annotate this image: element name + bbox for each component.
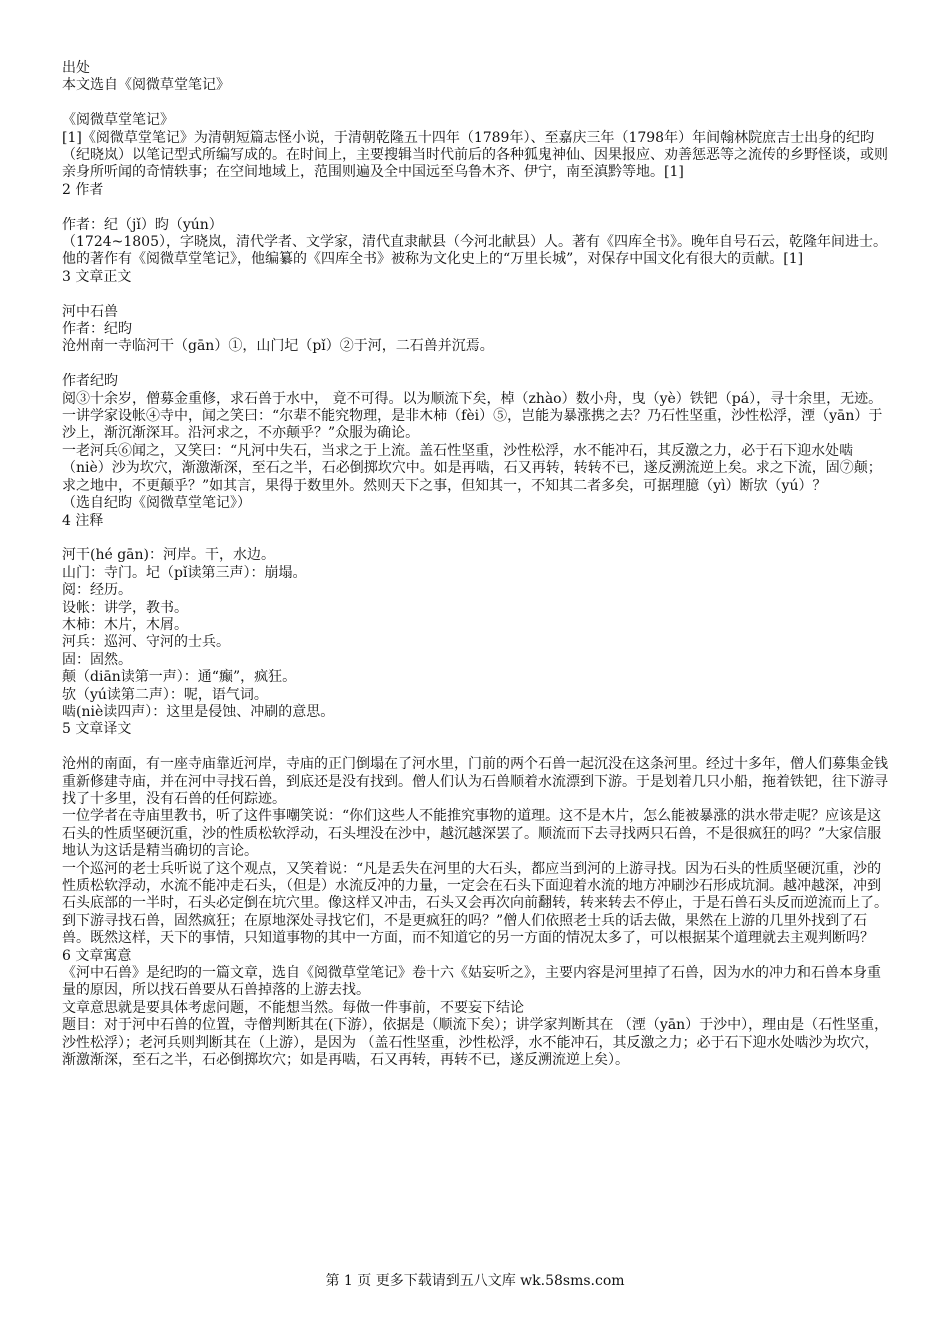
text-closing: （选自纪昀《阅微草堂笔记》） [62, 495, 251, 512]
source-line: 本文选自《阅微草堂笔记》 [62, 77, 230, 94]
translation-paragraph: 一位学者在寺庙里教书，听了这件事嘲笑说：“你们这些人不能推究事物的道理。这不是木片，怎么能被暴涨的洪水带走呢？应该是这石头的性质坚硬沉重，沙的性质松软浮动，石头埋没在沙中，越沉越深罢了。顺流而下去寻找两只石兽，不是很疯狂的吗？”大家信服地认为这话是精当确切的言论。 [62, 808, 882, 860]
note-item: 河干(hé gān)：河岸。干，水边。 [62, 547, 276, 564]
translation-heading: 5 文章译文 [62, 721, 132, 738]
spacer [62, 199, 890, 216]
notes-heading: 4 注释 [62, 512, 104, 529]
translation-paragraph: 一个巡河的老士兵听说了这个观点，又笑着说：“凡是丢失在河里的大石头，都应当到河的上游寻找。因为石头的性质坚硬沉重，沙的性质松软浮动，水流不能冲走石头，（但是）水流反冲的力量，一定会在石头下面迎着水流的地方冲刷沙石形成坑洞。越冲越深，冲到石头底部的一半时，石头必定倒在坑穴里。像这样又冲击，石头又会再次向前翻转，转来转去不停止，于是石兽石头反而逆流而上了。到下游寻找石兽，固然疯狂；在原地深处寻找它们，不是更疯狂的吗？”僧人们依照老士兵的话去做，果然在上游的几里外找到了石兽。既然这样，天下的事情，只知道事物的其中一方面，而不知道它的另一方面的情况太多了，可以根据某个道理就去主观判断吗？ [62, 860, 888, 947]
note-item: 木柿：木片，木屑。 [62, 616, 188, 633]
text-intro: 沧州南一寺临河干（gān）①，山门圮（pǐ）②于河，二石兽并沉焉。 [62, 338, 494, 355]
note-item: 设帐：讲学，教书。 [62, 599, 188, 616]
page-footer: 第 1 页 更多下载请到五八文库 wk.58sms.com [325, 1273, 625, 1289]
source-heading: 出处 [62, 60, 90, 76]
text-author: 作者：纪昀 [62, 321, 132, 338]
meaning-paragraph: 《河中石兽》是纪昀的一篇文章，选自《阅微草堂笔记》卷十六《姑妄听之》，主要内容是河里掉了石兽，因为水的冲力和石兽本身重量的原因，所以找石兽要从石兽掉落的上游去找。 [62, 965, 881, 999]
translation-paragraph: 沧州的南面，有一座寺庙靠近河岸，寺庙的正门倒塌在了河水里，门前的两个石兽一起沉没在这条河里。经过十多年，僧人们募集金钱重新修建寺庙，并在河中寻找石兽，到底还是没有找到。僧人们认为石兽顺着水流漂到下游。于是划着几只小船，拖着铁钯，往下游寻找了十多里，没有石兽的任何踪迹。 [62, 756, 888, 807]
author-heading: 2 作者 [62, 181, 104, 198]
note-item: 固：固然。 [62, 651, 132, 668]
note-item: 河兵：巡河、守河的士兵。 [62, 634, 230, 651]
note-item: 颠（diān读第一声）：通“癫”，疯狂。 [62, 669, 297, 686]
spacer [62, 95, 890, 112]
book-description: [1]《阅微草堂笔记》为清朝短篇志怪小说，于清朝乾隆五十四年（1789年）、至嘉庆三年（1798年）年间翰林院庶吉士出身的纪昀（纪晓岚）以笔记型式所编写成的。在时间上，主要搜辑当时代前后的各种狐鬼神仙、因果报应、劝善惩恶等之流传的乡野怪谈，或则亲身所听闻的奇情轶事；在空间地域上，范围则遍及全中国远至乌鲁木齐、伊宁，南至滇黔等地。[1] [62, 129, 888, 181]
author-bio: （1724~1805），字晓岚，清代学者、文学家，清代直隶献县（今河北献县）人。著有《四库全书》。晚年自号石云，乾隆年间进士。他的著作有《阅微草堂笔记》，他编纂的《四库全书》被称为文化史上的“万里长城”，对保存中国文化有很大的贡献。[1] [62, 234, 887, 268]
note-item: 山门：寺门。圮（pǐ读第三声）：崩塌。 [62, 564, 307, 581]
author-name-line: 作者：纪（jǐ）昀（yún） [62, 216, 223, 233]
text-title: 河中石兽 [62, 303, 118, 320]
spacer [62, 356, 890, 373]
spacer [62, 286, 890, 303]
note-item: 阅：经历。 [62, 582, 132, 599]
note-item: 欤（yú读第二声）：呢，语气词。 [62, 686, 268, 703]
spacer [62, 530, 890, 547]
text-paragraph: 阅③十余岁，僧募金重修，求石兽于水中， 竟不可得。以为顺流下矣，棹（zhào）数小舟，曳（yè）铁钯（pá），寻十余里，无迹。 [62, 390, 883, 407]
text-author-repeat: 作者纪昀 [62, 373, 118, 390]
meaning-heading: 6 文章寓意 [62, 947, 132, 964]
document-body [62, 60, 890, 1069]
text-paragraph: 一老河兵⑥闻之，又笑曰：“凡河中失石，当求之于上流。盖石性坚重，沙性松浮，水不能冲石，其反激之力，必于石下迎水处啮（niè）沙为坎穴，渐激渐深，至石之半，石必倒掷坎穴中。如是再啮，石又再转，转转不已，遂反溯流逆上矣。求之下流，固⑦颠；求之地中，不更颠乎？”如其言，果得于数里外。然则天下之事，但知其一，不知其二者多矣，可据理臆（yì）断欤（yú）？ [62, 442, 882, 494]
spacer [62, 739, 890, 756]
text-paragraph: 一讲学家设帐④寺中，闻之笑曰：“尔辈不能究物理，是非木柿（fèi）⑤，岂能为暴涨携之去？乃石性坚重，沙性松浮，湮（yān）于沙上，渐沉渐深耳。沿河求之，不亦颠乎？”众服为确论。 [62, 408, 883, 442]
meaning-question: 题目：对于河中石兽的位置，寺僧判断其在(下游），依据是（顺流下矣）；讲学家判断其在 （湮（yān）于沙中），理由是（石性坚重，沙性松浮）；老河兵则判断其在（上游），是因为 （盖石性坚重，沙性松浮，水不能冲石，其反激之力；必于石下迎水处啮沙为坎穴，渐激渐深，至石之半，石必倒掷坎穴；如是再啮，石又再转，再转不已，遂反溯流逆上矣）。 [62, 1017, 889, 1069]
meaning-paragraph: 文章意思就是要具体考虑问题，不能想当然。每做一件事前，不要妄下结论 [62, 999, 524, 1016]
book-title: 《阅微草堂笔记》 [62, 112, 174, 129]
note-item: 啮(niè读四声）：这里是侵蚀、冲刷的意思。 [62, 703, 335, 720]
text-heading: 3 文章正文 [62, 268, 132, 285]
